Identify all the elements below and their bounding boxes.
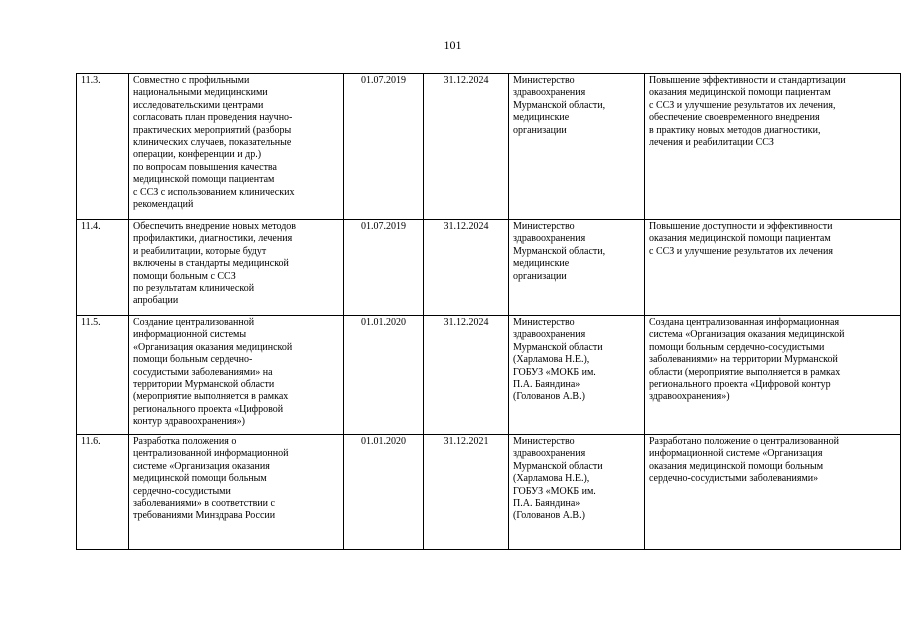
expected-result: Создана централизованная информационная система «Организация оказания медицинской помощи больным сердечно-сосудистыми заболеваниями» на территории Мурманской области (мероприятие выполняется в рамках регионального проекта «Цифровой контур здравоохранения») [645,316,901,435]
responsible-executor: Министерство здравоохранения Мурманской области, медицинские организации [509,74,645,220]
start-date: 01.01.2020 [344,435,424,550]
end-date: 31.12.2024 [424,316,509,435]
responsible-executor: Министерство здравоохранения Мурманской области, медицинские организации [509,220,645,316]
page-number: 101 [443,38,462,52]
item-number: 11.6. [77,435,129,550]
expected-result: Повышение эффективности и стандартизации оказания медицинской помощи пациентам с ССЗ и улучшение результатов их лечения, обеспечение своевременного внедрения в практику новых методов диагностики, лечения и реабилитации ССЗ [645,74,901,220]
activity-description: Совместно с профильными национальными медицинскими исследовательскими центрами согласовать план проведения научно- практических мероприятий (разборы клинических случаев, показательные операции, конференции и др.) по вопросам повышения качества медицинской помощи пациентам с ССЗ с использованием клинических рекомендаций [129,74,344,220]
item-number: 11.4. [77,220,129,316]
expected-result: Разработано положение о централизованной информационной системе «Организация оказания медицинской помощи больным сердечно-сосудистыми заболеваниями» [645,435,901,550]
responsible-executor: Министерство здравоохранения Мурманской области (Харламова Н.Е.), ГОБУЗ «МОКБ им. П.А. Баяндина» (Голованов А.В.) [509,316,645,435]
activity-description: Разработка положения о централизованной информационной системе «Организация оказания медицинской помощи больным сердечно-сосудистыми заболеваниями» в соответствии с требованиями Минздрава России [129,435,344,550]
activity-description: Создание централизованной информационной системы «Организация оказания медицинской помощи больным сердечно- сосудистыми заболеваниями» на территории Мурманской области (мероприятие выполняется в рамках регионального проекта «Цифровой контур здравоохранения») [129,316,344,435]
table-row [77,220,901,316]
item-number: 11.5. [77,316,129,435]
end-date: 31.12.2024 [424,74,509,220]
table-row [77,435,901,550]
item-number: 11.3. [77,74,129,220]
end-date: 31.12.2021 [424,435,509,550]
responsible-executor: Министерство здравоохранения Мурманской области (Харламова Н.Е.), ГОБУЗ «МОКБ им. П.А. Баяндина» (Голованов А.В.) [509,435,645,550]
activities-table [76,73,901,550]
activity-description: Обеспечить внедрение новых методов профилактики, диагностики, лечения и реабилитации, которые будут включены в стандарты медицинской помощи больным с ССЗ по результатам клинической апробации [129,220,344,316]
start-date: 01.01.2020 [344,316,424,435]
end-date: 31.12.2024 [424,220,509,316]
table-row [77,316,901,435]
expected-result: Повышение доступности и эффективности оказания медицинской помощи пациентам с ССЗ и улучшение результатов их лечения [645,220,901,316]
table-row [77,74,901,220]
start-date: 01.07.2019 [344,74,424,220]
start-date: 01.07.2019 [344,220,424,316]
